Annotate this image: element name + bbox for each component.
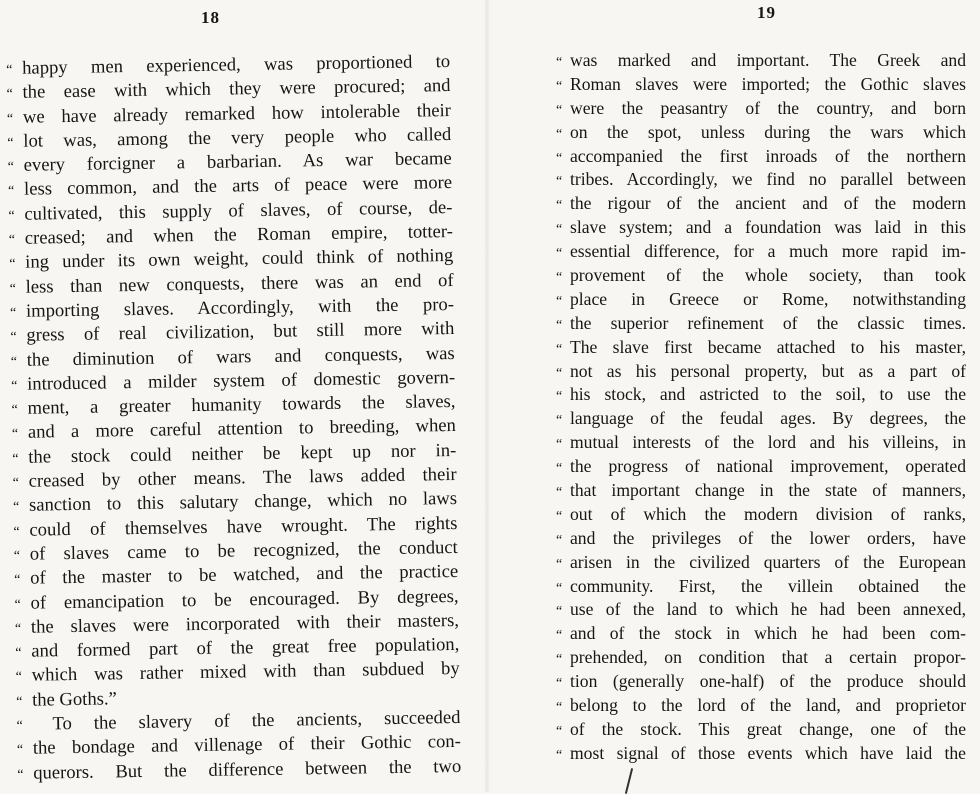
line-text: ment, a greater humanity towards the slaves, [27,391,456,419]
text-line [556,479,966,503]
quotation-mark: “ [556,485,563,501]
text-line [556,312,966,336]
quotation-mark: “ [556,55,563,70]
line-text: the progress of national improvement, operated [570,456,966,477]
text-line [556,336,966,360]
line-text: which was rather mixed with than subdued by [31,658,460,687]
quotation-mark: “ [556,700,563,716]
quotation-mark: “ [11,378,18,394]
line-text: creased by other means. The laws added their [28,464,457,492]
line-text: the ease with which they were procured; and [22,75,451,104]
quotation-mark: “ [16,694,23,710]
line-text: we have already remarked how intolerable their [22,99,452,128]
line-text: slave system; and a foundation was laid in this [570,217,966,238]
text-line [556,670,966,694]
text-line [556,360,966,384]
text-line [556,97,966,121]
left-page [0,0,485,792]
line-text: that important change in the state of manners, [570,480,966,501]
quotation-mark: “ [556,676,563,692]
quotation-mark: “ [14,597,21,613]
quotation-mark: “ [12,475,20,491]
line-text: ing under its own weight, could think of nothing [25,245,454,274]
quotation-mark: “ [556,293,563,309]
text-line [556,598,966,622]
line-text: The slave first became attached to his master, [570,336,966,357]
line-text: not as his personal property, but as a part of [570,360,966,381]
quotation-mark: “ [556,604,563,620]
text-line [556,407,966,431]
line-text: of emancipation to be encouraged. By degrees, [30,585,459,614]
line-text: sanction to this salutary change, which no laws [28,488,458,517]
line-text: on the spot, unless during the wars which [570,121,966,142]
quotation-mark: “ [13,548,21,564]
line-text: the diminution of wars and conquests, was [26,342,455,371]
text-line [556,742,966,766]
quotation-mark: “ [556,198,563,214]
line-text: out of which the modern division of ranks, [570,503,966,524]
text-line [556,168,966,192]
quotation-mark: “ [16,718,23,734]
quotation-mark: “ [556,461,563,477]
text-line [556,240,966,264]
line-text: the superior refinement of the classic times. [570,312,966,333]
quotation-mark: “ [9,305,17,321]
text-line [556,527,966,551]
line-text: of slaves came to be recognized, the conduct [29,536,458,565]
line-text: Roman slaves were imported; the Gothic slaves [570,73,966,94]
quotation-mark: “ [556,580,563,596]
quotation-mark: “ [9,281,16,297]
line-text: use of the land to which he had been annexed, [570,599,966,620]
line-text: and the privileges of the lower orders, have [570,527,966,548]
quotation-mark: “ [556,723,563,739]
line-text: most signal of those events which have laid the [570,742,966,763]
quotation-mark: “ [556,222,563,238]
quotation-mark: “ [12,451,19,467]
line-text: the slaves were incorporated with their masters, [30,609,460,638]
quotation-mark: “ [17,767,24,783]
quotation-mark: “ [7,160,15,176]
line-text: of the master to be watched, and the practice [30,561,459,589]
line-text: lot was, among the very people who called [23,123,452,152]
text-line [556,622,966,646]
line-text: introduced a milder system of domestic govern- [26,366,456,395]
text-line [556,73,966,97]
text-line [556,503,966,527]
text-line [556,551,966,575]
text-line [556,575,966,599]
left-text-block [6,50,461,786]
line-text: and formed part of the great free population, [31,634,460,662]
quotation-mark: “ [556,317,563,333]
quotation-mark: “ [556,174,563,190]
quotation-mark: “ [556,508,563,524]
quotation-mark: “ [8,208,15,224]
line-text: gress of real civilization, but still more with [26,318,455,346]
text-line [556,646,966,670]
text-line [556,121,966,145]
text-line [556,431,966,455]
quotation-mark: “ [556,437,563,453]
quotation-mark: “ [14,621,22,637]
quotation-mark: “ [15,645,22,662]
line-text: community. First, the villein obtained the [570,575,966,596]
line-text: the stock could neither be kept up nor in- [28,439,457,468]
line-text: provement of the whole society, than took [570,265,966,286]
quotation-mark: “ [9,257,16,273]
line-text: cultivated, this supply of slaves, of course, de- [24,196,453,225]
quotation-mark: “ [12,500,20,516]
line-text: arisen in the civilized quarters of the European [570,551,966,572]
line-text: the bondage and villenage of their Gothic con- [32,731,461,759]
line-text: mutual interests of the lord and his villeins, in [570,432,966,453]
quotation-mark: “ [556,556,563,572]
line-text: accompanied the first inroads of the northern [570,145,966,166]
line-text: the rigour of the ancient and of the modern [570,193,966,214]
line-text: language of the feudal ages. By degrees, the [570,408,966,429]
quotation-mark: “ [15,670,23,686]
line-text: could of themselves have wrought. The rights [29,512,458,541]
quotation-mark: “ [556,78,563,94]
text-line [556,455,966,479]
text-line [556,288,966,312]
quotation-mark: “ [14,573,21,589]
line-text: querors. But the difference between the two [33,755,462,784]
line-text: less than new conquests, there was an end of [25,269,454,298]
quotation-mark: “ [556,126,563,142]
text-line [556,264,966,288]
line-text: his stock, and astricted to the soil, to use the [570,384,966,405]
line-text: tribes. Accordingly, we find no parallel between [570,169,966,190]
line-text: less common, and the arts of peace were more [23,172,453,201]
quotation-mark: “ [556,365,563,381]
line-text: creased; and when the Roman empire, totter- [24,221,453,249]
quotation-mark: “ [6,87,13,103]
text-line [556,145,966,169]
page-number: 19 [757,3,776,22]
quotation-mark: “ [6,62,13,78]
line-text: place in Greece or Rome, notwithstanding [570,288,966,309]
line-text: prehended, on condition that a certain propor- [570,647,966,668]
quotation-mark: “ [556,341,563,357]
text-line [556,49,966,73]
text-line [556,718,966,742]
line-text: To the slavery of the ancients, succeeded [52,706,461,735]
quotation-mark: “ [556,246,563,262]
line-text: happy men experienced, was proportioned to [22,51,451,79]
quotation-mark: “ [7,135,14,151]
quotation-mark: “ [556,532,563,548]
quotation-mark: “ [556,102,563,118]
quotation-mark: “ [11,403,18,419]
line-text: the Goths.” [31,688,117,711]
quotation-mark: “ [556,413,563,429]
quotation-mark: “ [556,270,563,286]
quotation-mark: “ [10,330,17,346]
quotation-mark: “ [6,111,14,127]
line-text: was marked and important. The Greek and [570,50,966,70]
text-line [556,694,966,718]
page-number: 18 [201,8,220,27]
quotation-mark: “ [556,747,563,763]
line-text: importing slaves. Accordingly, with the pro- [25,293,455,322]
right-page [490,0,980,792]
line-text: essential difference, for a much more rapid im- [570,241,966,262]
quotation-mark: “ [556,652,563,668]
text-line [556,383,966,407]
quotation-mark: “ [556,389,563,405]
line-text: of the stock. This great change, one of the [570,718,966,739]
quotation-mark: “ [556,150,563,166]
quotation-mark: “ [556,628,563,644]
line-text: belong to the lord of the land, and proprietor [570,695,966,716]
quotation-mark: “ [13,524,20,540]
text-line [556,216,966,240]
quotation-mark: “ [8,232,16,249]
quotation-mark: “ [11,427,19,443]
text-line [556,192,966,216]
line-text: and a more careful attention to breeding, when [27,415,457,444]
quotation-mark: “ [8,184,15,200]
line-text: were the peasantry of the country, and born [570,97,966,118]
quotation-mark: “ [16,743,24,759]
line-text: every forcigner a barbarian. As war became [23,148,452,176]
right-text-block [556,49,966,766]
line-text: and of the stock in which he had been com- [570,623,966,644]
quotation-mark: “ [10,354,18,370]
line-text: tion (generally one-half) of the produce should [570,671,966,692]
